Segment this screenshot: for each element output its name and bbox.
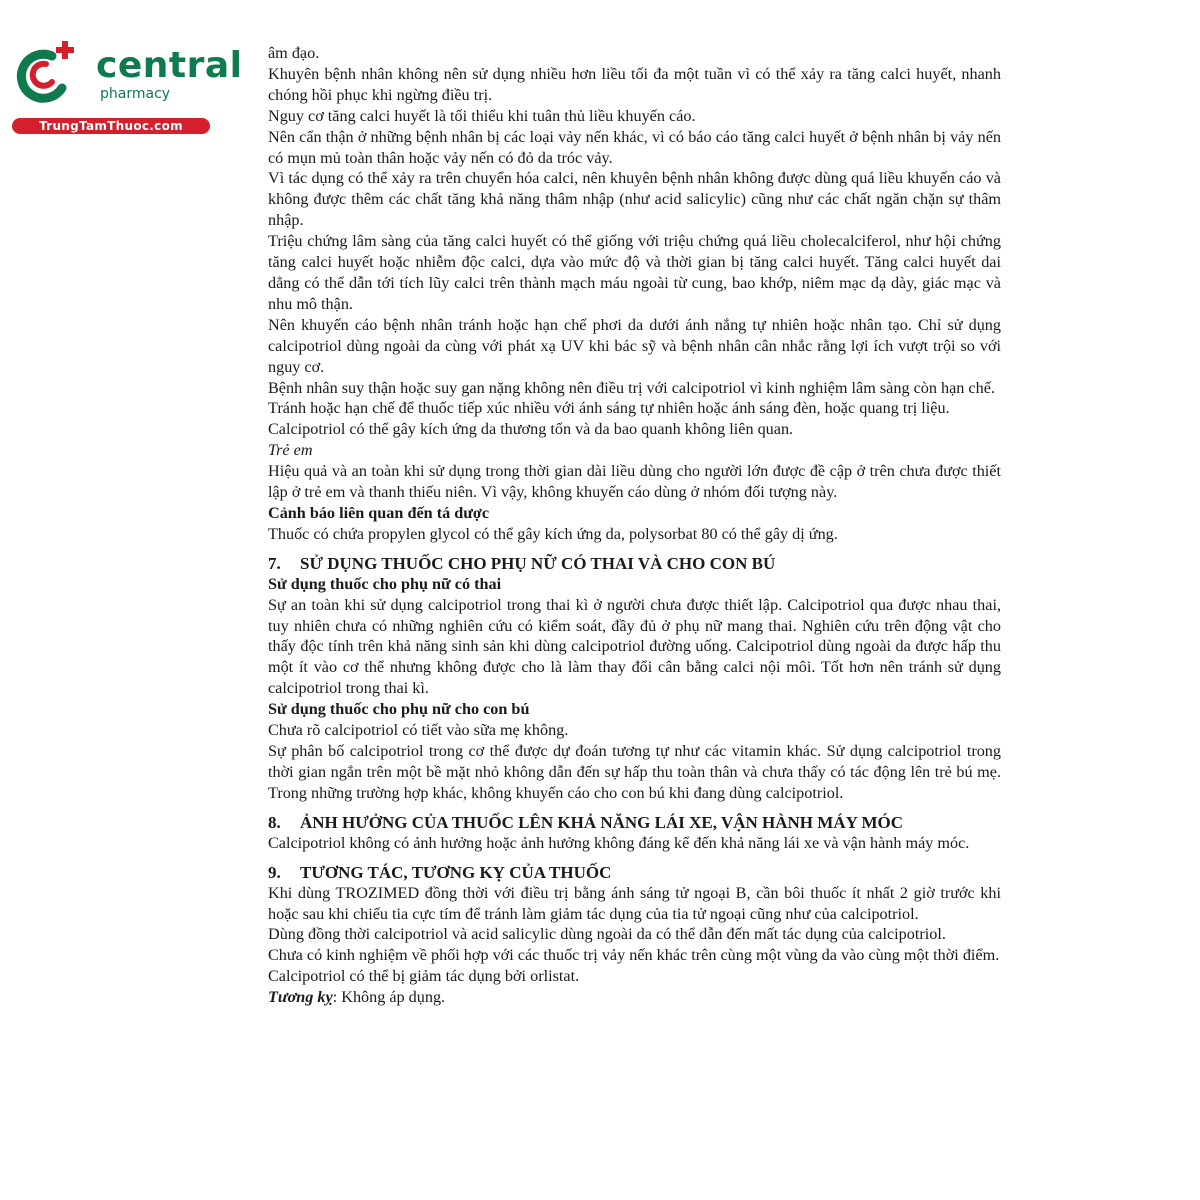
paragraph: Nguy cơ tăng calci huyết là tối thiểu khi tuân thủ liều khuyến cáo. bbox=[268, 106, 696, 125]
paragraph: Nên cẩn thận ở những bệnh nhân bị các loại vảy nến khác, vì có báo cáo tăng calci huyết ở bệnh nhân bị vảy nến có mụn mủ toàn thân hoặc vảy nến có đỏ da tróc vảy. bbox=[268, 127, 1001, 167]
incompatibility-label: Tương kỵ bbox=[268, 988, 333, 1007]
paragraph: Hiệu quả và an toàn khi sử dụng trong thời gian dài liều dùng cho người lớn được đề cập ở trên chưa được thiết lập ở trẻ em và thanh thiếu niên. Vì vậy, không khuyến cáo dùng ở nhóm đối tượng này. bbox=[268, 462, 1001, 502]
paragraph: Calcipotriol không có ảnh hưởng hoặc ảnh hưởng không đáng kể đến khả năng lái xe và vận hành máy móc. bbox=[268, 833, 970, 852]
section-number: 8. bbox=[268, 812, 281, 832]
document-body bbox=[268, 43, 1001, 1008]
pharmacy-cross-icon bbox=[10, 38, 82, 110]
paragraph: Thuốc có chứa propylen glycol có thể gây kích ứng da, polysorbat 80 có thể gây dị ứng. bbox=[268, 524, 838, 543]
paragraph: Nên khuyến cáo bệnh nhân tránh hoặc hạn chế phơi da dưới ánh nắng tự nhiên hoặc nhân tạo. Chỉ sử dụng calcipotriol dùng ngoài da cùng với phát xạ UV khi bác sỹ và bệnh nhân cân nhắc rằng lợi ích vượt trội so với nguy cơ. bbox=[268, 315, 1001, 376]
paragraph: Sự an toàn khi sử dụng calcipotriol trong thai kì ở người chưa được thiết lập. Calcipotriol qua được nhau thai, tuy nhiên chưa có những nghiên cứu có kiểm soát, đầy đủ ở phụ nữ mang thai. Nghiên cứu trên động vật cho thấy độc tính trên khả năng sinh sản khi dùng calcipotriol đường uống. Calcipotriol dùng ngoài da được hấp thu một ít vào cơ thể nhưng không được cho là làm thay đổi cân bằng calci nội môi. Tốt hơn nên tránh sử dụng calcipotriol trong thai kì. bbox=[268, 595, 1001, 698]
subheading-pregnancy: Sử dụng thuốc cho phụ nữ có thai bbox=[268, 574, 502, 593]
paragraph: Khi dùng TROZIMED đồng thời với điều trị bằng ánh sáng tử ngoại B, cần bôi thuốc ít nhất 2 giờ trước khi hoặc sau khi chiếu tia cực tím để tránh làm giảm tác dụng của tia tử ngoại cũng như của calcipotriol. bbox=[268, 883, 1001, 923]
section-number: 9. bbox=[268, 862, 281, 882]
section-heading-7 bbox=[268, 553, 1001, 574]
paragraph-incompatibility bbox=[268, 987, 1001, 1008]
subheading-children: Trẻ em bbox=[268, 441, 313, 460]
section-title: ẢNH HƯỞNG CỦA THUỐC LÊN KHẢ NĂNG LÁI XE, VẬN HÀNH MÁY MÓC bbox=[300, 812, 904, 832]
section-title: SỬ DỤNG THUỐC CHO PHỤ NỮ CÓ THAI VÀ CHO CON BÚ bbox=[300, 553, 776, 573]
section-heading-8 bbox=[268, 812, 1001, 833]
subheading-breastfeeding: Sử dụng thuốc cho phụ nữ cho con bú bbox=[268, 700, 530, 719]
paragraph: âm đạo. bbox=[268, 44, 320, 62]
paragraph: Bệnh nhân suy thận hoặc suy gan nặng không nên điều trị với calcipotriol vì kinh nghiệm lâm sàng còn hạn chế. bbox=[268, 378, 995, 397]
paragraph: Vì tác dụng có thể xảy ra trên chuyển hóa calci, nên khuyên bệnh nhân không được dùng quá liều khuyến cáo và không được thêm các chất tăng khả năng thâm nhập (như acid salicylic) cũng như các chất ngăn chặn sự thâm nhập. bbox=[268, 169, 1001, 230]
paragraph: Sự phân bố calcipotriol trong cơ thể được dự đoán tương tự như các vitamin khác. Sử dụng calcipotriol trong thời gian ngắn trên một bề mặt nhỏ không dẫn đến sự hấp thu toàn thân và chưa thấy có tác động lên trẻ bú mẹ. Trong những trường hợp khác, không khuyến cáo cho con bú khi đang dùng calcipotriol. bbox=[268, 742, 1001, 802]
paragraph: Khuyên bệnh nhân không nên sử dụng nhiều hơn liều tối đa một tuần vì có thể xảy ra tăng calci huyết, nhanh chóng hồi phục khi ngừng điều trị. bbox=[268, 64, 1001, 104]
paragraph: Chưa có kinh nghiệm về phối hợp với các thuốc trị vảy nến khác trên cùng một vùng da vào cùng một thời điểm. bbox=[268, 946, 1000, 965]
paragraph: Calcipotriol có thể gây kích ứng da thương tổn và da bao quanh không liên quan. bbox=[268, 420, 794, 439]
subheading-excipient-warning: Cảnh báo liên quan đến tá dược bbox=[268, 503, 490, 522]
section-title: TƯƠNG TÁC, TƯƠNG KỴ CỦA THUỐC bbox=[300, 862, 612, 882]
central-pharmacy-logo[interactable] bbox=[10, 38, 243, 138]
paragraph: Dùng đồng thời calcipotriol và acid salicylic dùng ngoài da có thể dẫn đến mất tác dụng của calcipotriol. bbox=[268, 925, 946, 944]
paragraph: Tránh hoặc hạn chế để thuốc tiếp xúc nhiều với ánh sáng tự nhiên hoặc ánh sáng đèn, hoặc quang trị liệu. bbox=[268, 399, 950, 418]
brand-name: central bbox=[96, 45, 243, 86]
paragraph: Triệu chứng lâm sàng của tăng calci huyết có thể giống với triệu chứng quá liều cholecalciferol, như hội chứng tăng calci huyết hoặc nhiễm độc calci, dựa vào mức độ và thời gian bị tăng calci huyết. Tăng calci huyết dai dẳng có thể dẫn tới tích lũy calci trên thành mạch máu ngoài từ cung, bao khớp, niêm mạc dạ dày, giác mạc và nhu mô thận. bbox=[268, 232, 1001, 313]
section-number: 7. bbox=[268, 553, 281, 573]
site-url: TrungTamThuoc.com bbox=[12, 118, 210, 134]
incompatibility-text: : Không áp dụng. bbox=[332, 988, 446, 1007]
brand-subtitle: pharmacy bbox=[100, 86, 171, 102]
paragraph: Chưa rõ calcipotriol có tiết vào sữa mẹ không. bbox=[268, 721, 569, 740]
section-heading-9 bbox=[268, 862, 1001, 883]
paragraph: Calcipotriol có thể bị giảm tác dụng bởi orlistat. bbox=[268, 967, 580, 986]
